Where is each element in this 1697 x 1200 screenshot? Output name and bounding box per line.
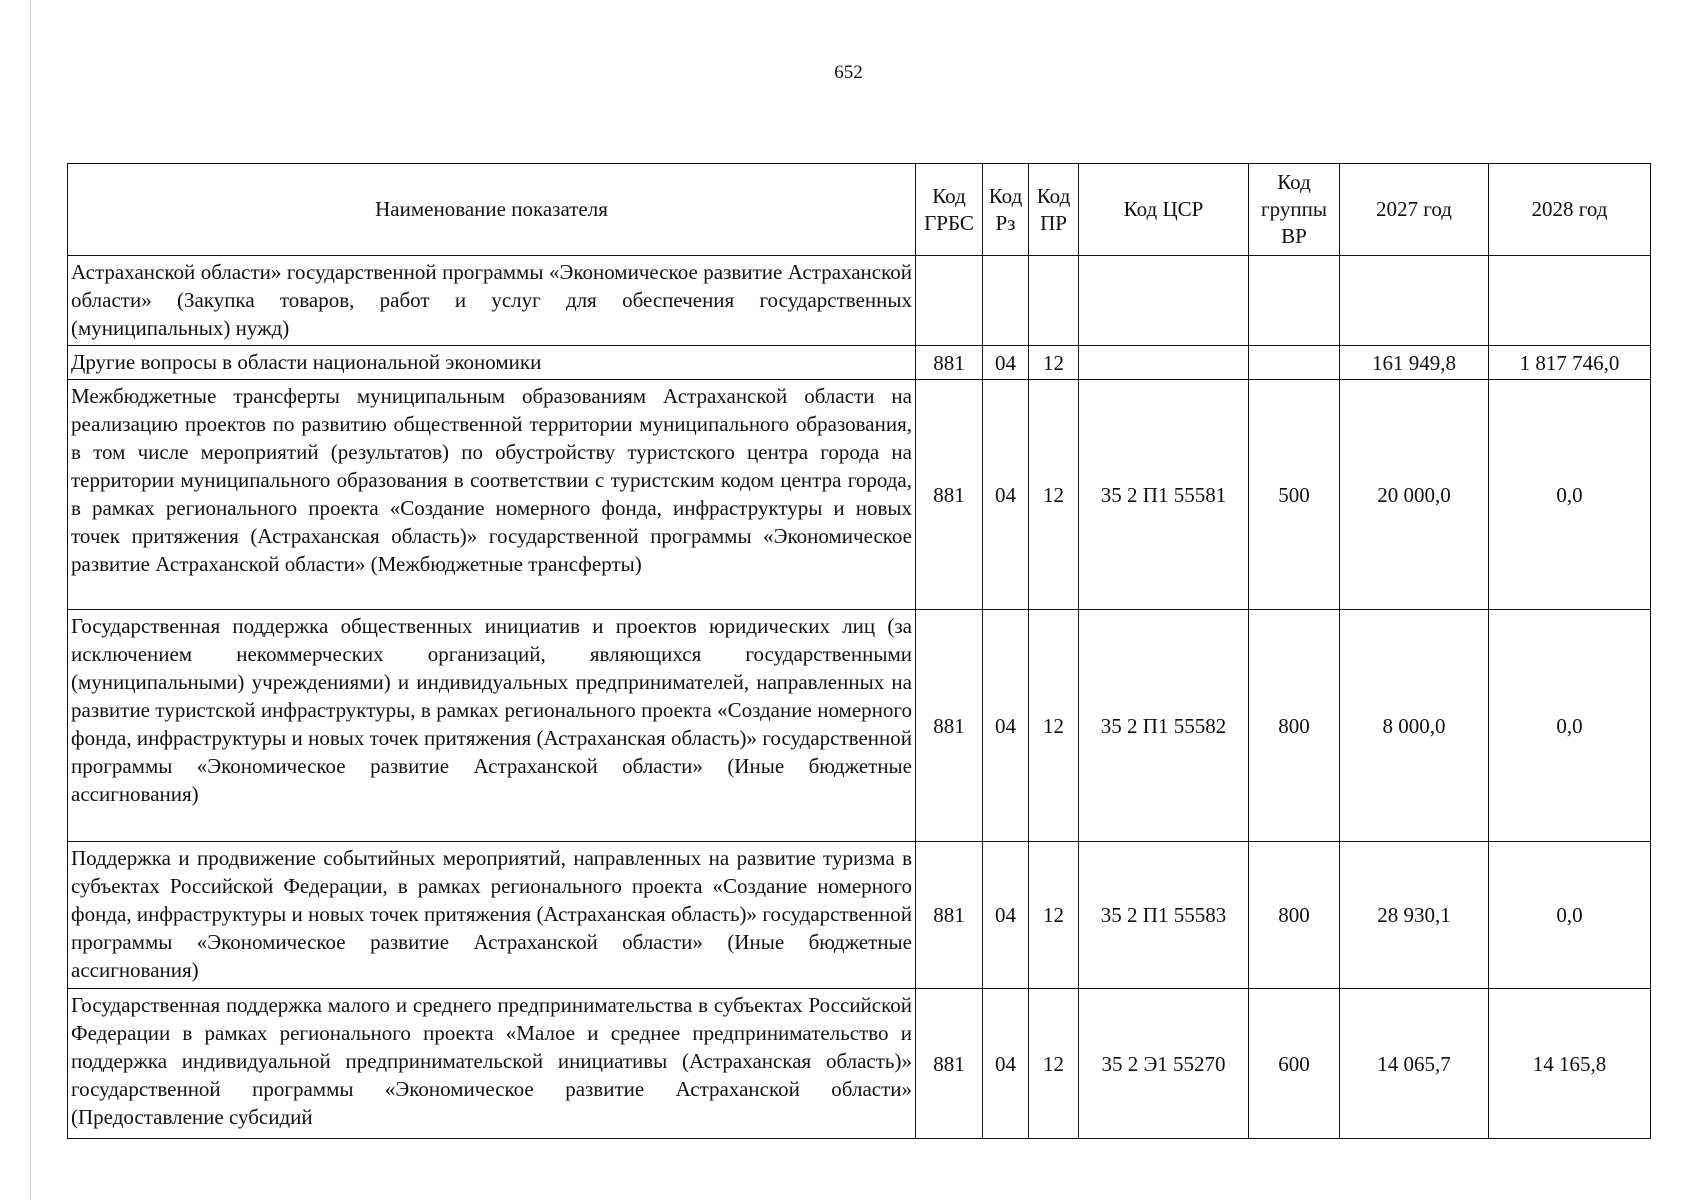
table-row xyxy=(68,380,1651,610)
row-csr xyxy=(1079,256,1249,346)
row-2027 xyxy=(1340,256,1489,346)
header-2028: 2028 год xyxy=(1489,164,1651,256)
row-vr xyxy=(1249,346,1340,380)
row-grbs: 881 xyxy=(916,380,983,610)
row-grbs: 881 xyxy=(916,842,983,989)
row-name: Поддержка и продвижение событийных мероприятий, направленных на развитие туризма в субъектах Российской Федерации, в рамках регионального проекта «Создание номерного фонда, инфраструктуры и новых точек притяжения (Астраханская область)» государственной программы «Экономическое развитие Астраханской области» (Иные бюджетные ассигнования) xyxy=(68,842,916,989)
table-row xyxy=(68,256,1651,346)
row-2027: 14 065,7 xyxy=(1340,989,1489,1139)
row-2028 xyxy=(1489,256,1651,346)
row-rz: 04 xyxy=(983,610,1029,842)
row-pr xyxy=(1029,256,1079,346)
row-grbs xyxy=(916,256,983,346)
row-csr: 35 2 П1 55581 xyxy=(1079,380,1249,610)
row-pr: 12 xyxy=(1029,380,1079,610)
row-2027: 161 949,8 xyxy=(1340,346,1489,380)
header-name: Наименование показателя xyxy=(68,164,916,256)
row-name: Астраханской области» государственной программы «Экономическое развитие Астраханской области» (Закупка товаров, работ и услуг для обеспечения государственных (муниципальных) нужд) xyxy=(68,256,916,346)
row-2028: 0,0 xyxy=(1489,380,1651,610)
row-name: Другие вопросы в области национальной экономики xyxy=(68,346,916,380)
row-2028: 0,0 xyxy=(1489,610,1651,842)
row-rz: 04 xyxy=(983,380,1029,610)
row-2027: 8 000,0 xyxy=(1340,610,1489,842)
row-vr: 500 xyxy=(1249,380,1340,610)
table-header-row xyxy=(68,164,1651,256)
row-name: Межбюджетные трансферты муниципальным образованиям Астраханской области на реализацию проектов по развитию общественной территории муниципального образования, в том числе мероприятий (результатов) по обустройству туристского центра города на территории муниципального образования в соответствии с туристским кодом центра города, в рамках регионального проекта «Создание номерного фонда, инфраструктуры и новых точек притяжения (Астраханская область)» государственной программы «Экономическое развитие Астраханской области» (Межбюджетные трансферты) xyxy=(68,380,916,610)
row-2027: 28 930,1 xyxy=(1340,842,1489,989)
row-vr xyxy=(1249,256,1340,346)
table-row xyxy=(68,842,1651,989)
row-name: Государственная поддержка малого и среднего предпринимательства в субъектах Российской Федерации в рамках регионального проекта «Малое и среднее предпринимательство и поддержка индивидуальной предпринимательской инициативы (Астраханская область)» государственной программы «Экономическое развитие Астраханской области» (Предоставление субсидий xyxy=(68,989,916,1139)
row-2028: 14 165,8 xyxy=(1489,989,1651,1139)
row-grbs: 881 xyxy=(916,346,983,380)
row-rz: 04 xyxy=(983,842,1029,989)
table-row xyxy=(68,610,1651,842)
table-row xyxy=(68,989,1651,1139)
row-vr: 800 xyxy=(1249,842,1340,989)
row-rz: 04 xyxy=(983,989,1029,1139)
row-rz xyxy=(983,256,1029,346)
row-vr: 600 xyxy=(1249,989,1340,1139)
row-csr xyxy=(1079,346,1249,380)
budget-table xyxy=(67,163,1651,1139)
table-row xyxy=(68,346,1651,380)
row-2027: 20 000,0 xyxy=(1340,380,1489,610)
row-name: Государственная поддержка общественных инициатив и проектов юридических лиц (за исключением некоммерческих организаций, являющихся государственными (муниципальными) учреждениями) и индивидуальных предпринимателей, направленных на развитие туристской инфраструктуры, в рамках регионального проекта «Создание номерного фонда, инфраструктуры и новых точек притяжения (Астраханская область)» государственной программы «Экономическое развитие Астраханской области» (Иные бюджетные ассигнования) xyxy=(68,610,916,842)
row-pr: 12 xyxy=(1029,989,1079,1139)
row-2028: 0,0 xyxy=(1489,842,1651,989)
row-pr: 12 xyxy=(1029,346,1079,380)
row-csr: 35 2 П1 55583 xyxy=(1079,842,1249,989)
row-csr: 35 2 Э1 55270 xyxy=(1079,989,1249,1139)
row-pr: 12 xyxy=(1029,610,1079,842)
header-vr: Код группы ВР xyxy=(1249,164,1340,256)
header-pr: Код ПР xyxy=(1029,164,1079,256)
row-csr: 35 2 П1 55582 xyxy=(1079,610,1249,842)
page-number: 652 xyxy=(834,62,863,83)
row-grbs: 881 xyxy=(916,610,983,842)
header-csr: Код ЦСР xyxy=(1079,164,1249,256)
scan-edge-line xyxy=(30,0,31,1200)
row-pr: 12 xyxy=(1029,842,1079,989)
row-vr: 800 xyxy=(1249,610,1340,842)
header-2027: 2027 год xyxy=(1340,164,1489,256)
row-rz: 04 xyxy=(983,346,1029,380)
header-grbs: Код ГРБС xyxy=(916,164,983,256)
header-rz: Код Рз xyxy=(983,164,1029,256)
row-2028: 1 817 746,0 xyxy=(1489,346,1651,380)
row-grbs: 881 xyxy=(916,989,983,1139)
